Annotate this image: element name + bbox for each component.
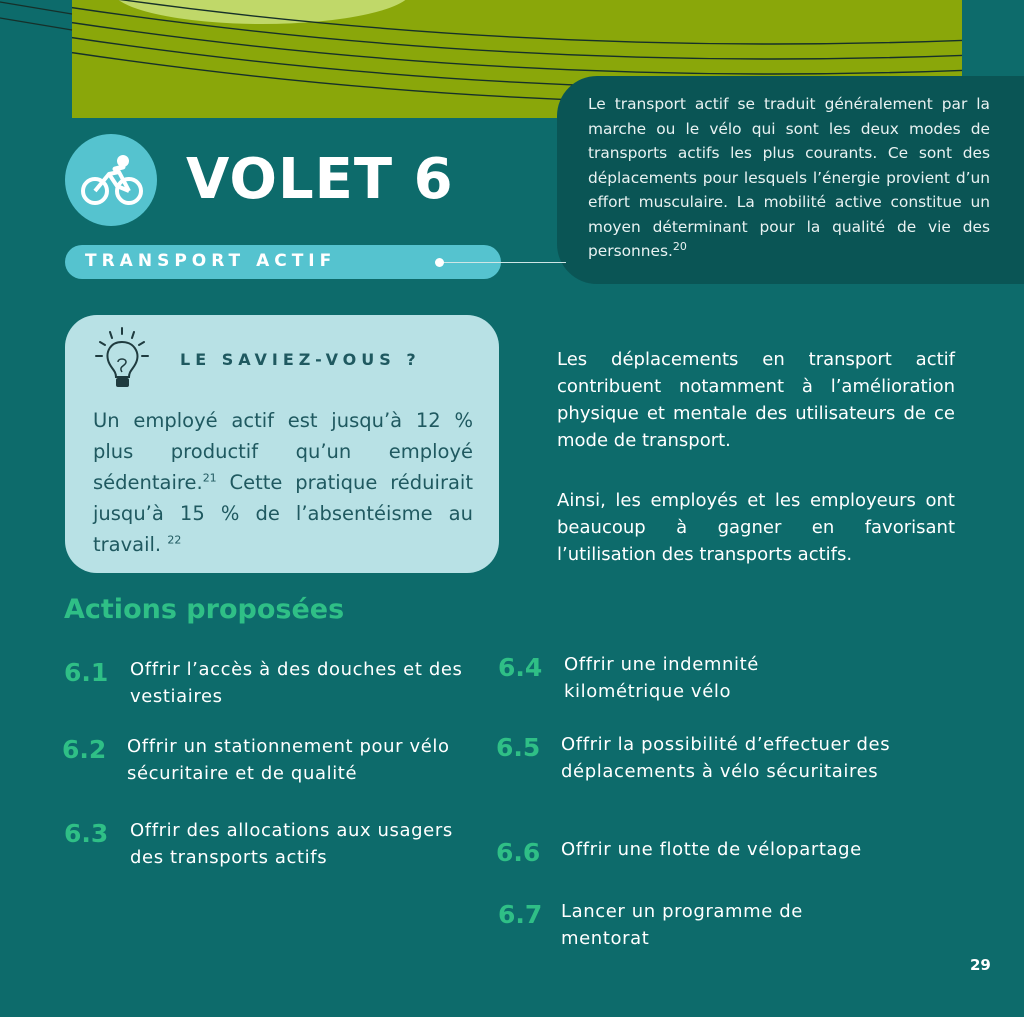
decorative-lines-left — [0, 0, 80, 80]
connector-line — [440, 262, 566, 263]
action-text: Offrir l’accès à des douches et des vestiaires — [130, 659, 463, 707]
paragraph-benefits: Les déplacements en transport actif contribuent notamment à l’amélioration physique et mentale des utilisateurs de ce mode de transport. — [557, 349, 955, 451]
action-number: 6.6 — [496, 838, 541, 867]
lightbulb-icon — [86, 322, 158, 394]
fact-body — [93, 405, 473, 560]
intro-paragraph: Le transport actif se traduit généralement par la marche ou le vélo qui sont les deux modes de transports actifs les plus courants. Ce sont des déplacements pour lesquels l’énergie provient d’un effort musculaire. La mobilité active constitue un moyen déterminant pour la qualité de vie des personnes. — [588, 95, 990, 260]
action-number: 6.3 — [64, 819, 109, 848]
fact-footnote-1: 21 — [202, 471, 217, 485]
paragraph-employers: Ainsi, les employés et les employeurs ont beaucoup à gagner en favorisant l’utilisation des transports actifs. — [557, 490, 955, 565]
action-text: Lancer un programme de mentorat — [561, 901, 803, 949]
fact-footnote-2: 22 — [167, 533, 182, 547]
page-number: 29 — [970, 956, 991, 974]
connector-dot — [435, 258, 444, 267]
action-number: 6.4 — [498, 653, 543, 682]
actions-heading: Actions proposées — [64, 594, 345, 625]
action-text: Offrir la possibilité d’effectuer des déplacements à vélo sécuritaires — [561, 734, 891, 782]
fact-text-2: Cette pratique réduirait jusqu’à 15 % de l’absentéisme au travail. — [93, 471, 473, 556]
action-text: Offrir une flotte de vélopartage — [561, 839, 862, 860]
subtitle: TRANSPORT ACTIF — [85, 251, 337, 271]
intro-footnote: 20 — [672, 239, 687, 253]
bicycle-icon — [65, 134, 157, 226]
action-number: 6.2 — [62, 735, 107, 764]
action-number: 6.7 — [498, 900, 543, 929]
page-title: VOLET 6 — [186, 147, 454, 212]
action-text: Offrir un stationnement pour vélo sécuritaire et de qualité — [127, 736, 450, 784]
fact-title: LE SAVIEZ-VOUS ? — [180, 350, 421, 369]
fact-text-1: Un employé actif est jusqu’à 12 % plus productif qu’un employé sédentaire. — [93, 409, 473, 494]
action-text: Offrir des allocations aux usagers des transports actifs — [130, 820, 453, 868]
intro-text — [588, 92, 990, 264]
action-text: Offrir une indemnité kilométrique vélo — [564, 654, 759, 702]
action-number: 6.5 — [496, 733, 541, 762]
action-number: 6.1 — [64, 658, 109, 687]
